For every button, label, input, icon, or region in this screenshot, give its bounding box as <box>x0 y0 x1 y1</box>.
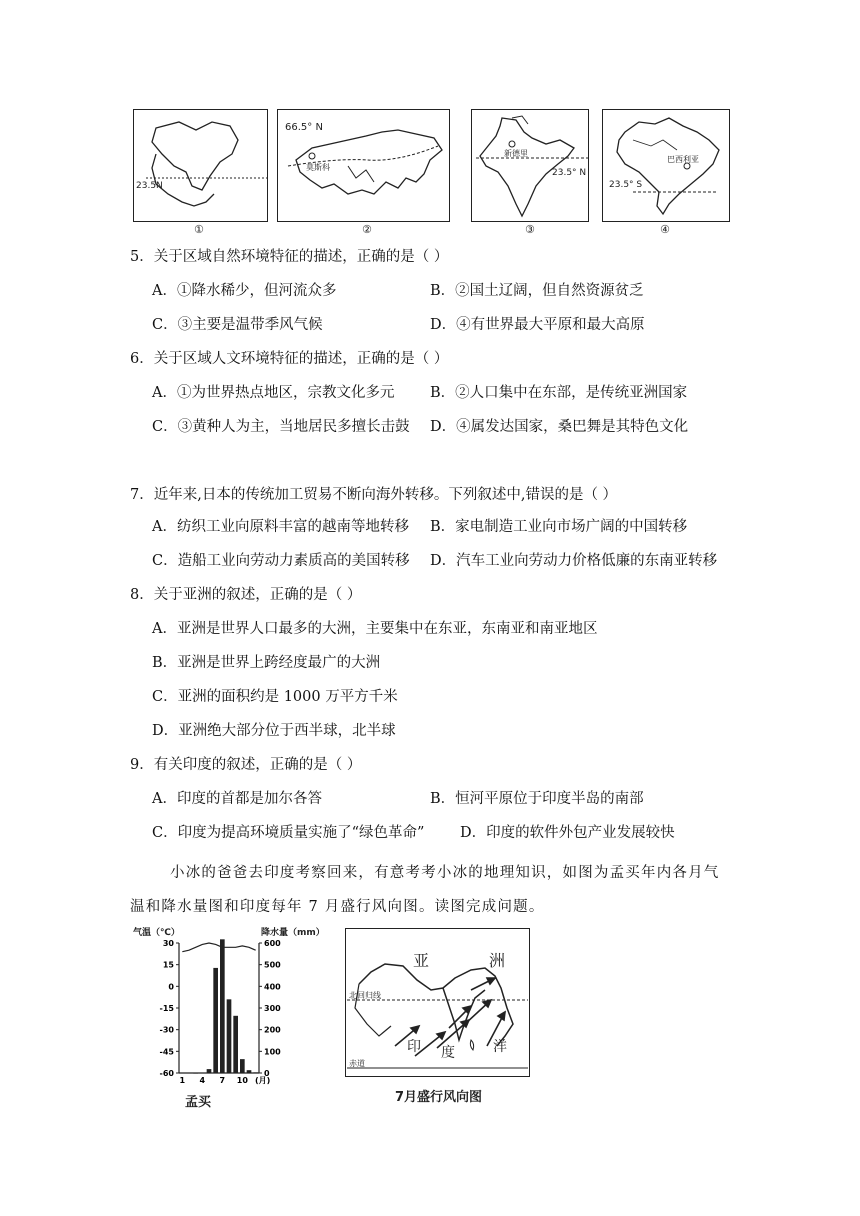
precip-bar <box>213 968 218 1073</box>
x-tick-label: 7 <box>219 1076 226 1085</box>
q7-option-b[interactable]: B．家电制造工业向市场广阔的中国转移 <box>430 519 688 535</box>
precip-bar <box>220 939 225 1073</box>
wind-map-caption: 7月盛行风向图 <box>395 1090 483 1105</box>
temp-line <box>182 943 255 952</box>
climate-chart-title: 孟买 <box>185 1095 212 1110</box>
precip-tick-label: 500 <box>264 960 281 970</box>
precip-tick-label: 200 <box>264 1025 281 1035</box>
map-1-outline <box>134 110 267 221</box>
temp-tick-label: -30 <box>159 1025 174 1035</box>
temp-tick-label: 0 <box>168 982 174 992</box>
map-3-number: ③ <box>525 223 535 236</box>
wind-map-label-ya: 亚 <box>413 951 430 970</box>
precip-tick-label: 600 <box>264 939 281 948</box>
q9-option-a[interactable]: A．印度的首都是加尔各答 <box>152 791 322 807</box>
map-2-number: ② <box>362 223 372 236</box>
map-4 <box>602 109 730 222</box>
map-2-city: 莫斯科 <box>306 163 330 172</box>
q5-option-b[interactable]: B．②国土辽阔，但自然资源贫乏 <box>430 283 644 299</box>
climate-chart <box>133 925 325 1110</box>
x-tick-label: 4 <box>199 1076 206 1085</box>
map-1-number: ① <box>194 223 204 236</box>
climate-chart-temp-label: 气温（℃） <box>133 928 180 938</box>
wind-map-label-du: 度 <box>441 1045 455 1061</box>
climate-chart-plot <box>133 935 303 1085</box>
q9-option-d[interactable]: D．印度的软件外包产业发展较快 <box>460 825 675 841</box>
x-unit-label: (月) <box>255 1076 271 1085</box>
precip-bar <box>193 1073 198 1074</box>
q7-stem: 7．近年来,日本的传统加工贸易不断向海外转移。下列叙述中,错误的是（ ） <box>130 487 618 503</box>
precip-bar <box>233 1016 238 1073</box>
map-2-lat-label: 66.5° N <box>285 122 323 133</box>
wind-map-tropic-label: 北回归线 <box>349 991 381 1000</box>
temp-tick-label: -15 <box>159 1004 174 1013</box>
map-1-lat-label: 23.5N <box>136 181 163 191</box>
q7-option-d[interactable]: D．汽车工业向劳动力价格低廉的东南亚转移 <box>430 553 718 569</box>
q8-option-b[interactable]: B．亚洲是世界上跨经度最广的大洲 <box>152 655 381 671</box>
intro-paragraph: 小冰的爸爸去印度考察回来，有意考考小冰的地理知识，如图为孟买年内各月气温和降水量图和印度每年 7 月盛行风向图。读图完成问题。 <box>130 865 720 915</box>
precip-bar <box>240 1059 245 1073</box>
map-4-city: 巴西利亚 <box>667 155 699 164</box>
q5-stem: 5．关于区域自然环境特征的描述，正确的是（ ） <box>130 249 449 265</box>
climate-chart-precip-label: 降水量（mm） <box>261 928 325 938</box>
wind-map-label-zhou: 洲 <box>489 951 506 970</box>
q5-option-c[interactable]: C．③主要是温带季风气候 <box>152 317 323 333</box>
temp-tick-label: -45 <box>159 1047 174 1057</box>
precip-bar <box>227 999 232 1073</box>
map-2 <box>277 109 450 222</box>
q8-option-d[interactable]: D．亚洲绝大部分位于西半球，北半球 <box>152 723 396 739</box>
q6-option-d[interactable]: D．④属发达国家，桑巴舞是其特色文化 <box>430 419 689 435</box>
precip-bar <box>207 1069 212 1073</box>
map-4-lat-label: 23.5° S <box>609 180 643 190</box>
q6-option-c[interactable]: C．③黄种人为主，当地居民多擅长击鼓 <box>152 419 410 435</box>
precip-bar <box>253 1072 258 1073</box>
precip-bar <box>247 1070 252 1073</box>
wind-map-equator-label: 赤道 <box>349 1059 365 1068</box>
map-3 <box>471 109 589 222</box>
q9-stem: 9．有关印度的叙述，正确的是（ ） <box>130 757 362 773</box>
q8-option-a[interactable]: A．亚洲是世界人口最多的大洲，主要集中在东亚，东南亚和南亚地区 <box>152 621 598 637</box>
q7-option-a[interactable]: A．纺织工业向原料丰富的越南等地转移 <box>152 519 409 535</box>
q8-stem: 8．关于亚洲的叙述，正确的是（ ） <box>130 587 362 603</box>
precip-bar <box>200 1073 205 1074</box>
precip-tick-label: 0 <box>264 1069 270 1078</box>
wind-map-label-yin: 印 <box>407 1039 421 1055</box>
map-3-city: 新德里 <box>504 149 528 158</box>
wind-map <box>345 928 530 1105</box>
temp-tick-label: -60 <box>159 1069 174 1078</box>
q6-stem: 6．关于区域人文环境特征的描述，正确的是（ ） <box>130 351 449 367</box>
map-3-outline <box>472 110 588 221</box>
precip-bar <box>180 1073 185 1074</box>
precip-tick-label: 300 <box>264 1004 281 1013</box>
x-tick-label: 10 <box>236 1076 248 1085</box>
q9-option-b[interactable]: B．恒河平原位于印度半岛的南部 <box>430 791 644 807</box>
map-1 <box>133 109 268 222</box>
wind-map-label-yang: 洋 <box>493 1039 507 1055</box>
temp-tick-label: 30 <box>162 939 174 948</box>
x-tick-label: 1 <box>179 1076 186 1085</box>
precip-bar <box>187 1073 192 1074</box>
precip-tick-label: 400 <box>264 982 281 992</box>
q9-option-c[interactable]: C．印度为提高环境质量实施了“绿色革命” <box>152 825 425 841</box>
precip-tick-label: 100 <box>264 1047 281 1057</box>
q7-option-c[interactable]: C．造船工业向劳动力素质高的美国转移 <box>152 553 410 569</box>
q6-option-b[interactable]: B．②人口集中在东部，是传统亚洲国家 <box>430 385 688 401</box>
temp-tick-label: 15 <box>162 960 174 970</box>
q5-option-d[interactable]: D．④有世界最大平原和最大高原 <box>430 317 645 333</box>
map-4-number: ④ <box>660 223 670 236</box>
map-4-outline <box>603 110 729 221</box>
q5-option-a[interactable]: A．①降水稀少，但河流众多 <box>152 283 337 299</box>
map-3-lat-label: 23.5° N <box>552 168 587 178</box>
q6-option-a[interactable]: A．①为世界热点地区，宗教文化多元 <box>152 385 395 401</box>
q8-option-c[interactable]: C．亚洲的面积约是 1000 万平方千米 <box>152 689 398 705</box>
